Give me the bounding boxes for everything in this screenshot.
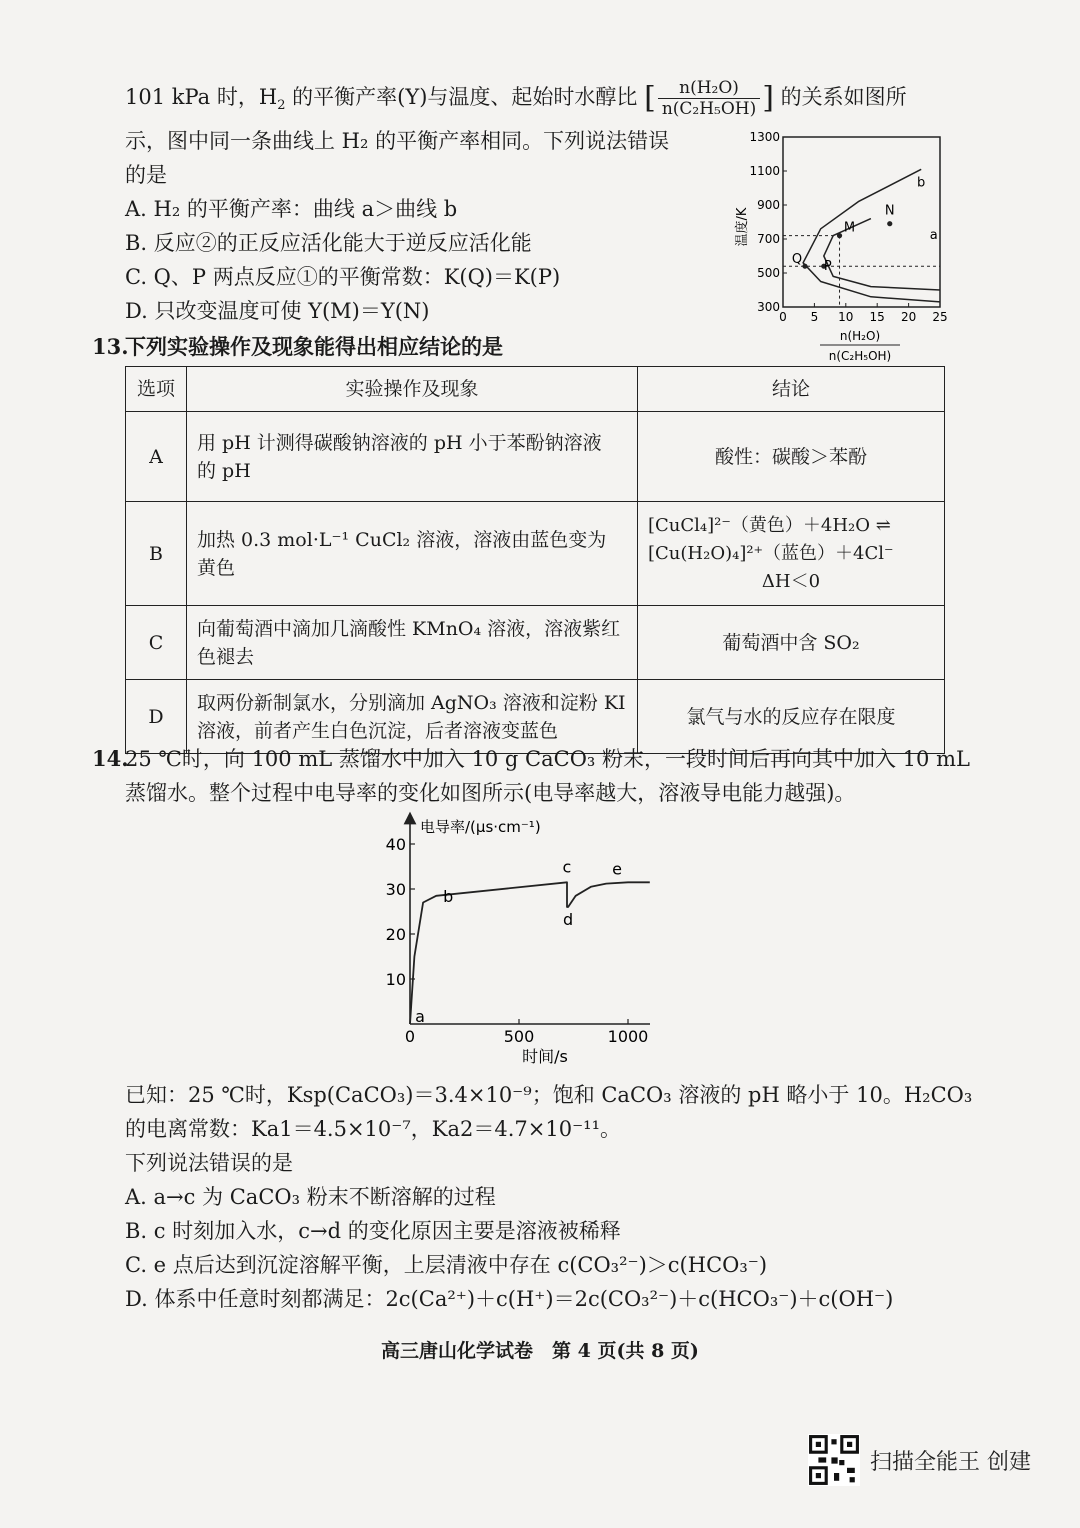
row-a-op-line2: 的 pH bbox=[197, 459, 251, 482]
chart1-axes bbox=[783, 137, 940, 307]
row-b-option: B bbox=[126, 502, 187, 606]
chart1-ytick-label: 300 bbox=[757, 300, 780, 314]
chart2-points bbox=[415, 857, 622, 1026]
point-M bbox=[837, 233, 842, 238]
chart1-ytick-label: 900 bbox=[757, 198, 780, 212]
curve-a bbox=[824, 219, 940, 290]
q14-line2: 蒸馏水。整个过程中电导率的变化如图所示(电导率越大，溶液导电能力越强)。 bbox=[125, 781, 856, 805]
header-conclusion: 结论 bbox=[638, 367, 945, 412]
table-row bbox=[126, 502, 945, 606]
row-d-conclusion: 氯气与水的反应存在限度 bbox=[638, 680, 945, 754]
chart1-ytick-label: 1100 bbox=[749, 164, 780, 178]
q12-line3: 的是 bbox=[125, 163, 167, 187]
row-b-operation bbox=[187, 502, 638, 606]
q12-option-c: C. Q、P 两点反应①的平衡常数：K(Q)＝K(P) bbox=[125, 265, 561, 289]
q13-number: 13. bbox=[92, 334, 129, 359]
row-a-conclusion: 酸性：碳酸＞苯酚 bbox=[638, 412, 945, 502]
row-c-op-line1: 向葡萄酒中滴加几滴酸性 KMnO₄ 溶液，溶液紫红 bbox=[197, 617, 621, 640]
chart1-xtick-label: 5 bbox=[810, 310, 819, 324]
chart2-xlabel: 时间/s bbox=[522, 1047, 568, 1066]
q14-option-a: A. a→c 为 CaCO₃ 粉末不断溶解的过程 bbox=[125, 1185, 496, 1209]
chart2-xtick-label: 500 bbox=[503, 1027, 535, 1046]
point-label-b: b bbox=[443, 886, 454, 906]
row-d-op-line2: 溶液，前者产生白色沉淀，后者溶液变蓝色 bbox=[197, 719, 559, 742]
header-operation: 实验操作及现象 bbox=[187, 367, 638, 412]
point-label-Q: Q bbox=[791, 252, 803, 268]
point-label-a: a bbox=[415, 1007, 425, 1026]
q12-line1-c: 的关系如图所 bbox=[780, 85, 907, 109]
chart1-xtick-label: 15 bbox=[869, 310, 885, 324]
point-N bbox=[887, 221, 892, 226]
point-label-M: M bbox=[843, 220, 856, 236]
chart2-ytick-label: 40 bbox=[385, 835, 406, 854]
water-alcohol-ratio bbox=[658, 78, 760, 119]
q12-line1-b: 的平衡产率(Y)与温度、起始时水醇比 bbox=[292, 85, 638, 109]
chart1-xtick-label: 0 bbox=[779, 310, 787, 324]
chart1-y-ticks bbox=[749, 130, 787, 314]
point-label-d: d bbox=[562, 910, 574, 929]
chart1-xtick-label: 10 bbox=[838, 310, 854, 324]
q14-number: 14. bbox=[92, 746, 129, 771]
row-a-option: A bbox=[126, 412, 187, 502]
table-row bbox=[126, 680, 945, 754]
point-label-P: P bbox=[823, 259, 832, 275]
chart1-curves bbox=[803, 169, 940, 302]
table-header-row bbox=[126, 367, 945, 412]
q13-table bbox=[125, 366, 945, 754]
point-Q bbox=[802, 264, 807, 269]
row-b-op-line1: 加热 0.3 mol·L⁻¹ CuCl₂ 溶液，溶液由蓝色变为 bbox=[197, 528, 607, 551]
chart1-x-ticks bbox=[779, 303, 947, 324]
q14-option-c: C. e 点后达到沉淀溶解平衡，上层清液中存在 c(CO₃²⁻)＞c(HCO₃⁻) bbox=[125, 1253, 768, 1277]
curve-label-a: a bbox=[929, 228, 938, 243]
chart1-xlabel-den: n(C₂H₅OH) bbox=[828, 349, 892, 363]
chart2-xtick-label: 1000 bbox=[607, 1027, 649, 1046]
q12-option-a: A. H₂ 的平衡产率：曲线 a＞曲线 b bbox=[125, 197, 458, 221]
ratio-numerator: n(H₂O) bbox=[658, 78, 760, 99]
row-d-op-line1: 取两份新制氯水，分别滴加 AgNO₃ 溶液和淀粉 KI bbox=[197, 691, 626, 714]
row-c-conclusion: 葡萄酒中含 SO₂ bbox=[638, 606, 945, 680]
q12-option-d: D. 只改变温度可使 Y(M)＝Y(N) bbox=[125, 299, 430, 323]
chart1-ytick-label: 1300 bbox=[749, 130, 780, 144]
row-b-con-line2: [Cu(H₂O)₄]²⁺（蓝色）＋4Cl⁻ bbox=[648, 542, 894, 564]
q12-line1-a: 101 kPa 时，H bbox=[125, 85, 278, 109]
temperature-ratio-chart bbox=[735, 122, 960, 372]
chart2-ytick-label: 10 bbox=[385, 970, 406, 989]
row-d-option: D bbox=[126, 680, 187, 754]
q13-stem: 下列实验操作及现象能得出相应结论的是 bbox=[125, 334, 503, 359]
table-row bbox=[126, 412, 945, 502]
chart1-ytick-label: 500 bbox=[757, 266, 780, 280]
page-footer: 高三唐山化学试卷 第 4 页(共 8 页) bbox=[381, 1340, 699, 1362]
q14-option-b: B. c 时刻加入水，c→d 的变化原因主要是溶液被稀释 bbox=[125, 1219, 621, 1243]
row-c-option: C bbox=[126, 606, 187, 680]
left-bracket: [ bbox=[644, 80, 656, 116]
chart1-xtick-label: 25 bbox=[932, 310, 948, 324]
q12-line1: 101 kPa 时，$H_2$ 的平衡产率(Y)与温度、起始时水醇比 [ $\frac{\text{n(H₂O)}}{\text{n(C₂H₅OH)}}$ ] 的关系如图所 bbox=[125, 78, 907, 119]
q14-known-line1: 已知：25 ℃时，Ksp(CaCO₃)＝3.4×10⁻⁹；饱和 CaCO₃ 溶液的 pH 略小于 10。H₂CO₃ bbox=[125, 1083, 973, 1107]
chart1-frame bbox=[783, 137, 940, 307]
q12-line2: 示，图中同一条曲线上 H₂ 的平衡产率相同。下列说法错误 bbox=[125, 129, 670, 153]
chart2-origin-label: 0 bbox=[404, 1027, 416, 1046]
qr-code-icon bbox=[808, 1434, 860, 1486]
row-a-operation bbox=[187, 412, 638, 502]
right-bracket: ] bbox=[762, 80, 774, 116]
row-b-con-line3: ΔH＜0 bbox=[761, 570, 821, 592]
ratio-denominator: n(C₂H₅OH) bbox=[661, 99, 757, 119]
curve-label-b: b bbox=[917, 175, 926, 191]
row-d-operation bbox=[187, 680, 638, 754]
header-option: 选项 bbox=[126, 367, 187, 412]
chart2-ylabel: 电导率/(μs·cm⁻¹) bbox=[420, 818, 541, 836]
q14-line1: 25 ℃时，向 100 mL 蒸馏水中加入 10 g CaCO₃ 粉末，一段时间后再向其中加入 10 mL bbox=[125, 747, 970, 771]
chart2-ytick-label: 30 bbox=[385, 880, 406, 899]
row-c-operation bbox=[187, 606, 638, 680]
point-label-c: c bbox=[562, 857, 572, 877]
table-row bbox=[126, 606, 945, 680]
chart1-ytick-label: 700 bbox=[757, 232, 780, 246]
row-b-con-line1: [CuCl₄]²⁻（黄色）＋4H₂O ⇌ bbox=[648, 514, 891, 536]
point-label-e: e bbox=[612, 859, 623, 879]
row-a-op-line1: 用 pH 计测得碳酸钠溶液的 pH 小于苯酚钠溶液 bbox=[197, 431, 602, 454]
chart1-ylabel: 温度/K bbox=[735, 207, 750, 247]
chart2-x-ticks bbox=[504, 1019, 649, 1046]
row-b-conclusion bbox=[638, 502, 945, 606]
chart2-ytick-label: 20 bbox=[385, 925, 406, 944]
chart1-xlabel-num: n(H₂O) bbox=[839, 329, 881, 343]
conductivity-chart bbox=[370, 810, 670, 1070]
q12-option-b: B. 反应②的正反应活化能大于逆反应活化能 bbox=[125, 231, 532, 255]
row-c-op-line2: 色褪去 bbox=[197, 645, 255, 668]
row-b-op-line2: 黄色 bbox=[197, 556, 236, 579]
scanner-watermark: 扫描全能王 创建 bbox=[870, 1450, 1031, 1475]
q14-known-line2: 的电离常数：Ka1＝4.5×10⁻⁷，Ka2＝4.7×10⁻¹¹。 bbox=[125, 1117, 621, 1141]
chart1-xtick-label: 20 bbox=[900, 310, 917, 324]
point-label-N: N bbox=[884, 203, 895, 219]
q14-option-d: D. 体系中任意时刻都满足：2c(Ca²⁺)＋c(H⁺)＝2c(CO₃²⁻)＋c(HCO₃⁻)＋c(OH⁻) bbox=[125, 1287, 894, 1311]
q14-ask: 下列说法错误的是 bbox=[125, 1151, 293, 1175]
